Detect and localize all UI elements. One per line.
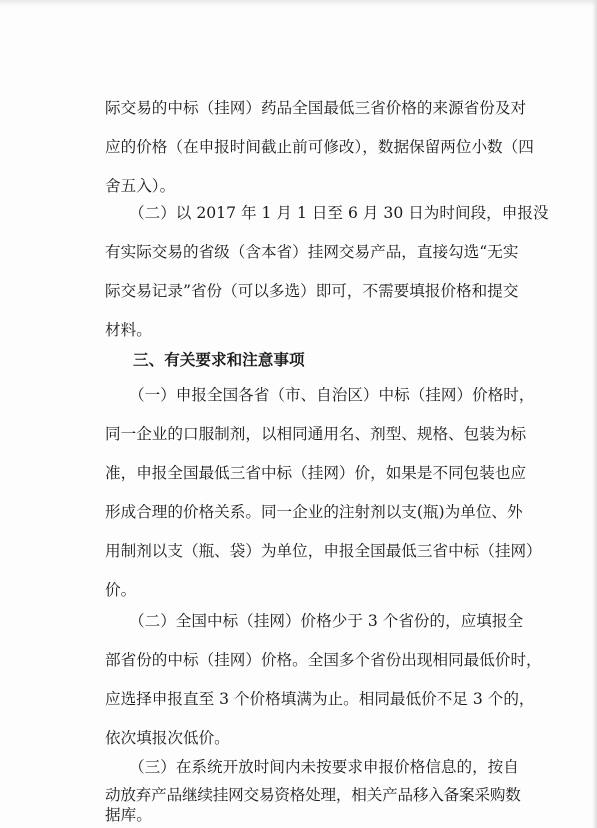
paragraph-line: 际交易记录”省份（可以多选）即可，不需要填报价格和提交	[105, 282, 519, 300]
scan-edge	[592, 0, 597, 828]
paragraph-line: 际交易的中标（挂网）药品全国最低三省价格的来源省份及对	[105, 99, 527, 117]
paragraph-line: 用制剂以支（瓶、袋）为单位，申报全国最低三省中标（挂网）	[105, 542, 542, 560]
paragraph-line: 部省份的中标（挂网）价格。全国多个省份出现相同最低价时，	[105, 651, 542, 669]
paragraph-line: 动放弃产品继续挂网交易资格处理，相关产品移入备案采购数	[105, 786, 521, 804]
paragraph-line: 应选择申报直至 3 个价格填满为止。相同最低价不足 3 个的，	[105, 690, 535, 708]
paragraph-line: 舍五入）。	[105, 177, 176, 195]
scan-edge	[0, 0, 597, 6]
paragraph-line: （二）以 2017 年 1 月 1 日至 6 月 30 日为时间段，申报没	[129, 204, 549, 222]
paragraph-line: 有实际交易的省级（含本省）挂网交易产品，直接勾选“无实	[105, 243, 519, 261]
paragraph-line: 形成合理的价格关系。同一企业的注射剂以支(瓶)为单位、外	[105, 503, 523, 521]
paragraph-line: 应的价格（在申报时间截止前可修改），数据保留两位小数（四	[105, 138, 534, 156]
paragraph-line: 材料。	[105, 321, 152, 339]
section-heading: 三、有关要求和注意事项	[133, 351, 305, 369]
paragraph-line: 同一企业的口服制剂，以相同通用名、剂型、规格、包装为标	[105, 425, 527, 443]
paragraph-line: （一）申报全国各省（市、自治区）中标（挂网）价格时，	[129, 386, 535, 404]
paragraph-line: （三）在系统开放时间内未按要求申报价格信息的，按自	[129, 758, 519, 776]
paragraph-line: 准，申报全国最低三省中标（挂网）价，如果是不同包装也应	[105, 464, 527, 482]
paragraph-line: （二）全国中标（挂网）价格少于 3 个省份的，应填报全	[129, 612, 524, 630]
paragraph-line: 据库。	[105, 806, 152, 824]
paragraph-line: 价。	[105, 581, 137, 599]
paragraph-line: 依次填报次低价。	[105, 729, 230, 747]
